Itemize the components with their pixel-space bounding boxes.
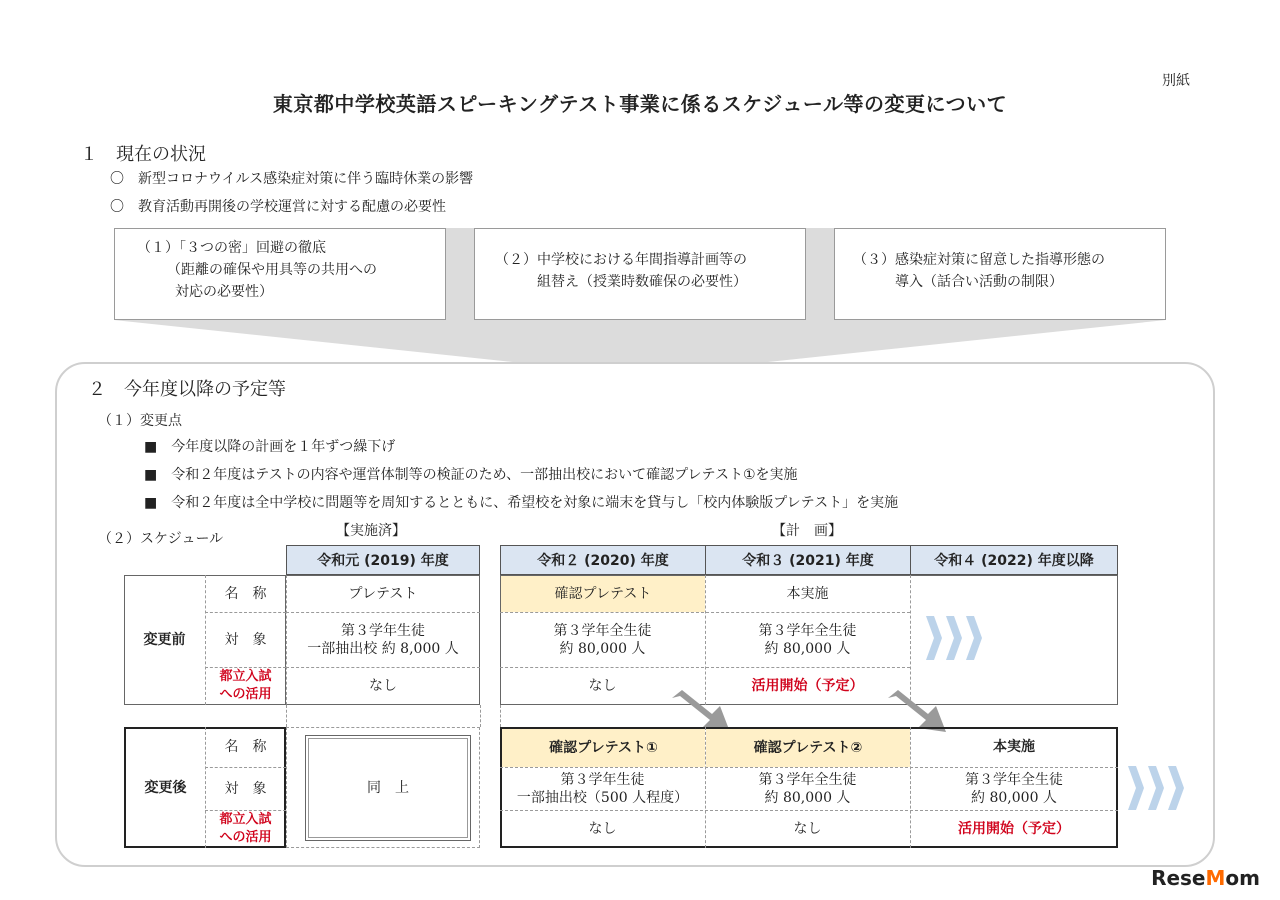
after-2021-target <box>705 767 910 810</box>
watermark-part: om <box>1225 866 1260 890</box>
section1-bullet: 〇 教育活動再開後の学校運営に対する配慮の必要性 <box>110 199 446 215</box>
subsection-schedule: （２）スケジュール <box>98 531 224 547</box>
target-line: 約 80,000 人 <box>764 640 851 657</box>
after-2019-same: 同 上 <box>367 780 409 796</box>
after-2020-exam: なし <box>588 821 617 837</box>
before-2019-exam: なし <box>369 678 397 694</box>
label-plan: 【計 画】 <box>772 523 842 539</box>
target-line: 第３学年全生徒 <box>758 622 857 639</box>
section1-bullet: 〇 新型コロナウイルス感染症対策に伴う臨時休業の影響 <box>110 171 474 187</box>
target-line: 約 80,000 人 <box>764 789 851 806</box>
after-2022-name: 本実施 <box>993 739 1035 755</box>
row-label-exam-line: 都立入試 <box>219 812 272 827</box>
target-line: 約 80,000 人 <box>971 789 1057 806</box>
year-header-2021: 令和３ (2021) 年度 <box>705 545 911 575</box>
year-header-2022: 令和４ (2022) 年度以降 <box>910 545 1118 575</box>
before-2021-target <box>705 612 910 667</box>
watermark-part: Rese <box>1151 866 1206 890</box>
row-label-exam <box>205 667 286 705</box>
row-label-exam-line: への活用 <box>219 687 272 702</box>
before-2019-target <box>286 612 480 667</box>
issue-box-line: 対応の必要性） <box>175 284 273 300</box>
target-line: 第３学年全生徒 <box>965 771 1063 788</box>
issue-box-1 <box>114 228 446 320</box>
change-bullet: ■ 令和２年度は全中学校に問題等を周知するとともに、希望校を対象に端末を貸与し「校内体験版プレテスト」を実施 <box>144 495 899 511</box>
target-line: 約 80,000 人 <box>559 640 646 657</box>
chevrons-icon <box>926 616 986 660</box>
before-2020-target <box>500 612 705 667</box>
before-2021-name: 本実施 <box>786 585 829 602</box>
before-label: 変更前 <box>143 632 186 648</box>
issue-box-line: （１）「３つの密」回避の徹底 <box>137 240 326 256</box>
after-2022-exam: 活用開始（予定） <box>958 821 1070 837</box>
after-2021-exam: なし <box>793 821 822 837</box>
after-2021-name: 確認プレテスト② <box>706 729 910 767</box>
issue-box-line: （距離の確保や用具等の共用への <box>167 262 377 278</box>
row-label-exam <box>205 810 286 848</box>
watermark-part: M <box>1205 866 1226 890</box>
attachment-tag: 別紙 <box>1162 73 1190 89</box>
target-line: 第３学年全生徒 <box>553 622 652 639</box>
row-label-target: 対 象 <box>224 780 267 797</box>
row-label-target: 対 象 <box>224 631 267 648</box>
target-line: 一部抽出校（500 人程度） <box>516 789 689 806</box>
before-2020-name: 確認プレテスト <box>501 576 705 612</box>
page-title: 東京都中学校英語スピーキングテスト事業に係るスケジュール等の変更について <box>272 92 1008 116</box>
change-bullet: ■ 令和２年度はテストの内容や運営体制等の検証のため、一部抽出校において確認プレテスト①を実施 <box>144 467 798 483</box>
target-line: 第３学年全生徒 <box>758 771 857 788</box>
after-label: 変更後 <box>144 779 187 796</box>
row-label-exam-line: 都立入試 <box>219 669 272 684</box>
target-line: 第３学年生徒 <box>560 771 645 788</box>
section1-heading: １ 現在の状況 <box>80 144 206 165</box>
issue-box-2 <box>474 228 806 320</box>
change-bullet: ■ 今年度以降の計画を１年ずつ繰下げ <box>144 439 396 455</box>
row-label-exam-line: への活用 <box>219 830 272 845</box>
issue-box-line: 組替え（授業時数確保の必要性） <box>537 274 747 290</box>
before-2021-exam: 活用開始（予定） <box>751 678 864 694</box>
issue-box-line: （３）感染症対策に留意した指導形態の <box>853 252 1105 268</box>
watermark-logo <box>1151 866 1260 890</box>
year-header-2019: 令和元 (2019) 年度 <box>286 545 480 575</box>
issue-box-line: （２）中学校における年間指導計画等の <box>495 252 747 268</box>
subsection-changes: （１）変更点 <box>98 413 182 429</box>
after-2020-target <box>500 767 705 810</box>
section2-heading: ２ 今年度以降の予定等 <box>88 379 286 400</box>
target-line: 第３学年生徒 <box>341 622 425 639</box>
target-line: 一部抽出校 約 8,000 人 <box>307 640 459 657</box>
row-label-name: 名 称 <box>224 739 267 755</box>
chevrons-icon <box>1128 766 1186 810</box>
after-2020-name: 確認プレテスト① <box>502 729 705 767</box>
year-header-2020: 令和２ (2020) 年度 <box>500 545 706 575</box>
issue-box-3 <box>834 228 1166 320</box>
row-label-name: 名 称 <box>224 585 267 602</box>
before-2019-name: プレテスト <box>348 585 418 602</box>
issue-box-line: 導入（話合い活動の制限） <box>895 274 1063 290</box>
after-2022-target <box>910 767 1118 810</box>
before-2020-exam: なし <box>588 678 617 694</box>
label-done: 【実施済】 <box>336 523 406 539</box>
